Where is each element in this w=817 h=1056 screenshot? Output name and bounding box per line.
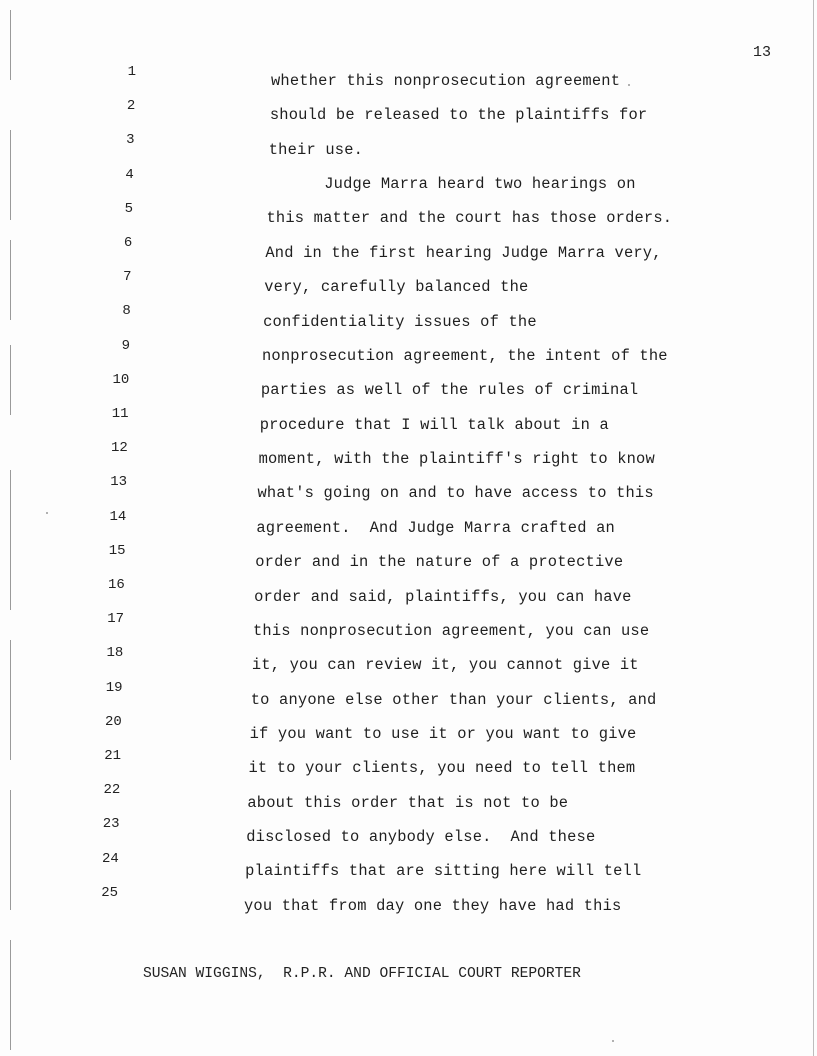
line-text: confidentiality issues of the — [263, 312, 537, 331]
line-number: 19 — [105, 679, 123, 696]
transcript-line — [0, 371, 817, 400]
transcript-line — [0, 98, 817, 125]
line-number: 20 — [104, 713, 122, 730]
scan-speck — [612, 1040, 614, 1042]
transcript-line — [0, 200, 817, 228]
line-text: if you want to use it or you want to give — [249, 724, 637, 743]
line-text: And in the first hearing Judge Marra very, — [265, 243, 662, 262]
transcript-line — [0, 474, 817, 503]
transcript-line — [0, 884, 817, 915]
line-text: should be released to the plaintiffs for — [269, 106, 648, 125]
line-number: 25 — [101, 884, 118, 901]
transcript-line — [0, 406, 817, 434]
page-number: 13 — [752, 44, 771, 61]
transcript-line — [0, 337, 817, 365]
transcript-line — [0, 645, 817, 675]
line-text: their use. — [268, 140, 364, 159]
transcript-line — [0, 235, 817, 262]
reporter-footer: SUSAN WIGGINS, R.P.R. AND OFFICIAL COURT REPORTER — [143, 966, 581, 982]
line-text: about this order that is not to be — [247, 793, 569, 812]
line-text: whether this nonprosecution agreement — [271, 72, 621, 90]
line-text: disclosed to anybody else. And these — [246, 828, 596, 847]
line-number: 10 — [112, 371, 130, 388]
line-number: 23 — [102, 816, 120, 833]
line-text: what's going on and to have access to this — [257, 484, 654, 503]
line-number: 24 — [101, 850, 119, 867]
line-text: nonprosecution agreement, the intent of the — [262, 346, 668, 365]
line-number: 7 — [123, 269, 132, 286]
line-number: 2 — [126, 98, 136, 115]
line-text: it to your clients, you need to tell them — [248, 759, 636, 778]
line-number: 16 — [107, 577, 125, 593]
line-text: you that from day one they have had this — [244, 896, 622, 915]
transcript-line — [0, 713, 817, 743]
line-number: 12 — [110, 440, 128, 457]
line-number: 9 — [121, 337, 130, 354]
line-number: 22 — [103, 782, 121, 799]
line-number: 8 — [122, 303, 131, 320]
line-number: 3 — [126, 132, 135, 149]
transcript-line — [0, 611, 817, 640]
line-text: this nonprosecution agreement, you can use — [253, 621, 650, 640]
transcript-line — [0, 269, 817, 297]
transcript-line — [0, 132, 817, 159]
line-text: order and said, plaintiffs, you can have — [254, 587, 632, 606]
line-text: moment, with the plaintiff's right to know — [258, 450, 655, 469]
line-number: 21 — [104, 748, 121, 764]
line-text: it, you can review it, you cannot give it — [251, 656, 639, 675]
transcript-line — [0, 542, 817, 572]
line-number: 15 — [108, 542, 126, 559]
line-text: very, carefully balanced the — [264, 278, 529, 297]
transcript-line — [0, 679, 817, 709]
transcript-line — [0, 303, 817, 331]
line-number: 1 — [127, 64, 136, 80]
line-number: 18 — [106, 645, 124, 662]
line-text: to anyone else other than your clients, and — [250, 690, 657, 709]
transcript-line — [0, 440, 817, 469]
transcript-line — [0, 748, 817, 778]
line-number: 14 — [109, 508, 127, 525]
transcript-line — [0, 816, 817, 847]
line-number: 5 — [124, 200, 133, 217]
line-text: parties as well of the rules of criminal — [260, 381, 639, 400]
line-text: plaintiffs that are sitting here will tell — [245, 862, 642, 881]
transcript-line — [0, 64, 817, 88]
line-number: 17 — [107, 611, 124, 628]
line-number: 13 — [110, 474, 127, 491]
transcript-line — [0, 850, 817, 881]
transcript-line — [0, 166, 817, 194]
line-text: Judge Marra heard two hearings on — [267, 175, 636, 194]
line-text: this matter and the court has those orders. — [266, 209, 673, 228]
transcript-line — [0, 577, 817, 606]
line-text: agreement. And Judge Marra crafted an — [256, 518, 615, 537]
transcript-line — [0, 508, 817, 537]
line-number: 4 — [125, 166, 134, 183]
line-text: procedure that I will talk about in a — [259, 415, 609, 434]
transcript-line — [0, 782, 817, 812]
line-number: 11 — [111, 406, 129, 422]
line-number: 6 — [123, 235, 133, 251]
line-text: order and in the nature of a protective — [255, 553, 624, 572]
